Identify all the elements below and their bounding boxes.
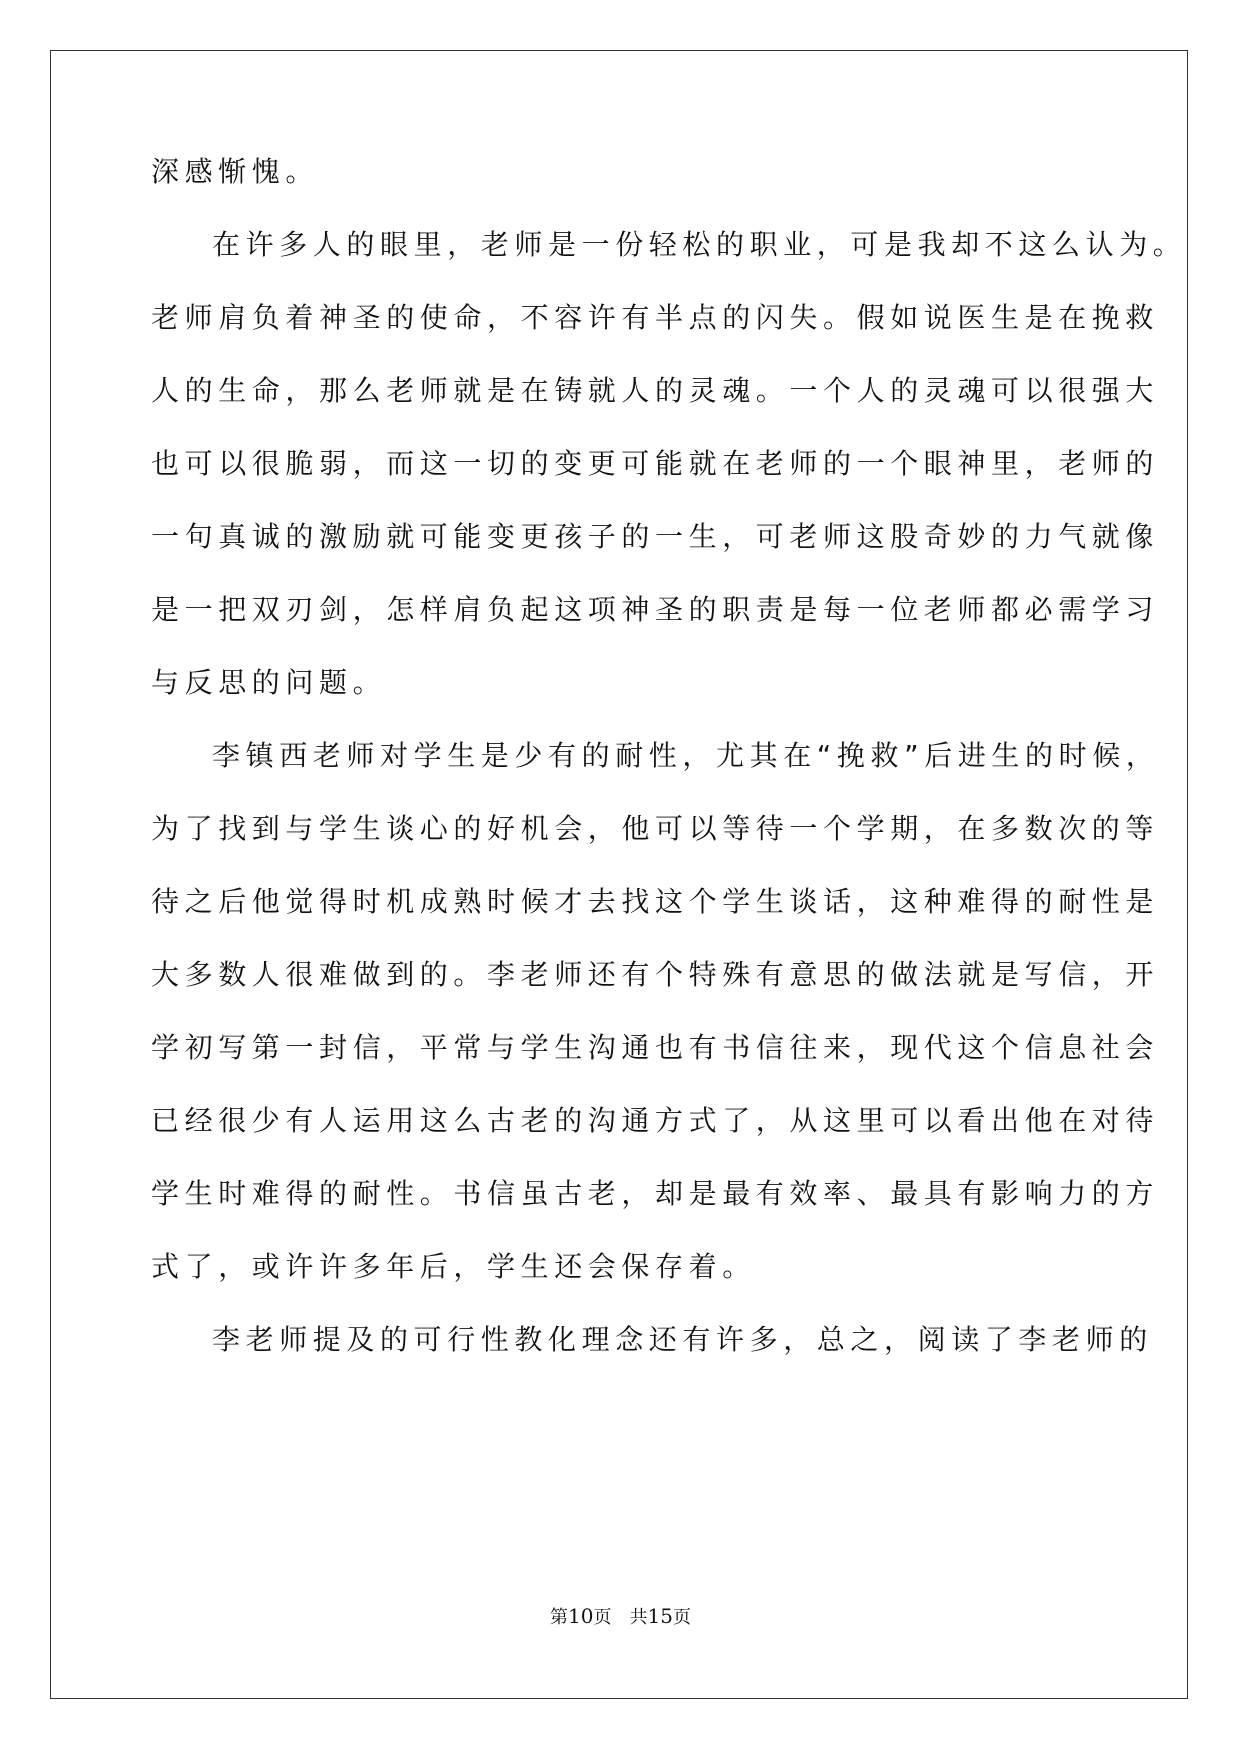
- text-line: 学生时难得的耐性。书信虽古老，却是最有效率、最具有影响力的方: [151, 1177, 1160, 1210]
- paragraph-first-line: 在许多人的眼里，老师是一份轻松的职业，可是我却不这么认为。: [212, 228, 1187, 261]
- text-line: 式了，或许许多年后，学生还会保存着。: [151, 1250, 756, 1283]
- text-line: 已经很少有人运用这么古老的沟通方式了，从这里可以看出他在对待: [151, 1104, 1160, 1137]
- text-line: 人的生命，那么老师就是在铸就人的灵魂。一个人的灵魂可以很强大: [151, 374, 1160, 407]
- text-line: 为了找到与学生谈心的好机会，他可以等待一个学期，在多数次的等: [151, 812, 1160, 845]
- paragraph-first-line: 李镇西老师对学生是少有的耐性，尤其在“挽救”后进生的时候，: [212, 739, 1160, 772]
- total-page-number: 15: [647, 1604, 673, 1628]
- page-suffix: 页: [672, 1607, 691, 1628]
- page-border: [50, 50, 1188, 1699]
- text-line: 学初写第一封信，平常与学生沟通也有书信往来，现代这个信息社会: [151, 1031, 1160, 1064]
- text-line: 待之后他觉得时机成熟时候才去找这个学生谈话，这种难得的耐性是: [151, 885, 1160, 918]
- text-line: 与反思的问题。: [151, 666, 387, 699]
- text-line: 是一把双刃剑，怎样肩负起这项神圣的职责是每一位老师都必需学习: [151, 593, 1160, 626]
- paragraph-first-line: 李老师提及的可行性教化理念还有许多，总之，阅读了李老师的: [212, 1323, 1153, 1356]
- text-line: 大多数人很难做到的。李老师还有个特殊有意思的做法就是写信，开: [151, 958, 1160, 991]
- text-line: 一句真诚的激励就可能变更孩子的一生，可老师这股奇妙的力气就像: [151, 520, 1160, 553]
- text-line: 深感惭愧。: [151, 155, 320, 188]
- text-line: 也可以很脆弱，而这一切的变更可能就在老师的一个眼神里，老师的: [151, 447, 1160, 480]
- text-line: 老师肩负着神圣的使命，不容许有半点的闪失。假如说医生是在挽救: [151, 301, 1160, 334]
- page-mid: 页 共: [593, 1607, 648, 1628]
- page-prefix: 第: [550, 1607, 569, 1628]
- current-page-number: 10: [568, 1604, 594, 1628]
- page-footer: [0, 1603, 1241, 1629]
